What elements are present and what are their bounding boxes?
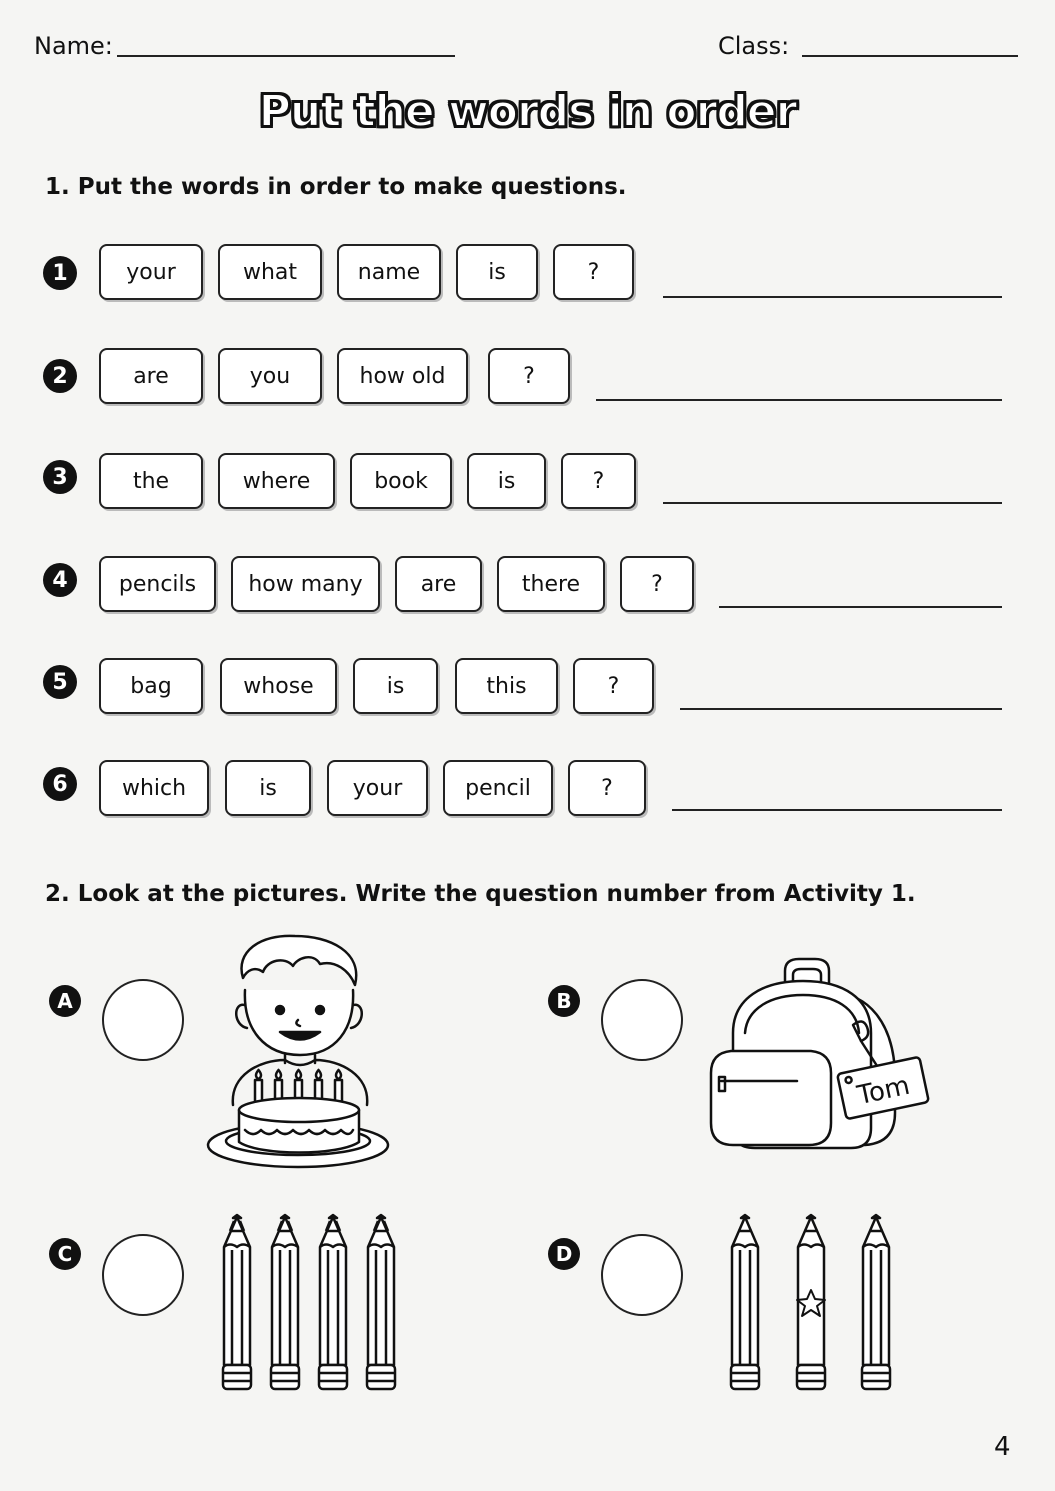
- answer-line[interactable]: [672, 809, 1002, 811]
- word-tile[interactable]: your: [99, 244, 203, 300]
- word-tile[interactable]: pencils: [99, 556, 216, 612]
- question-number-badge: 1: [43, 256, 77, 290]
- word-tile[interactable]: are: [99, 348, 203, 404]
- question-number-badge: 4: [43, 563, 77, 597]
- class-label: Class:: [718, 32, 790, 60]
- word-tile[interactable]: is: [225, 760, 311, 816]
- word-tile[interactable]: ?: [573, 658, 654, 714]
- activity1-instruction: 1. Put the words in order to make questions.: [45, 174, 627, 200]
- word-tile[interactable]: this: [455, 658, 558, 714]
- backpack-with-name-tag-image: [703, 953, 928, 1158]
- word-tile[interactable]: ?: [620, 556, 694, 612]
- answer-circle[interactable]: [102, 1234, 184, 1316]
- word-tile[interactable]: is: [353, 658, 438, 714]
- page-number: 4: [994, 1432, 1011, 1462]
- word-tile[interactable]: your: [327, 760, 428, 816]
- word-tile[interactable]: what: [218, 244, 322, 300]
- boy-with-birthday-cake-image: [205, 930, 395, 1175]
- answer-line[interactable]: [680, 708, 1002, 710]
- answer-circle[interactable]: [601, 979, 683, 1061]
- answer-circle[interactable]: [601, 1234, 683, 1316]
- name-field[interactable]: [117, 55, 455, 57]
- word-tile[interactable]: there: [497, 556, 605, 612]
- answer-circle[interactable]: [102, 979, 184, 1061]
- word-tile[interactable]: where: [218, 453, 335, 509]
- word-tile[interactable]: pencil: [443, 760, 553, 816]
- word-tile[interactable]: whose: [220, 658, 337, 714]
- word-tile[interactable]: ?: [488, 348, 570, 404]
- word-tile[interactable]: book: [350, 453, 452, 509]
- name-label: Name:: [34, 32, 113, 60]
- picture-letter-badge: D: [548, 1238, 580, 1270]
- word-tile[interactable]: bag: [99, 658, 203, 714]
- class-field[interactable]: [802, 55, 1018, 57]
- word-tile[interactable]: are: [395, 556, 482, 612]
- three-pencils-with-star-image: [728, 1215, 903, 1395]
- picture-letter-badge: B: [548, 985, 580, 1017]
- word-tile[interactable]: how old: [337, 348, 468, 404]
- word-tile[interactable]: is: [456, 244, 538, 300]
- answer-line[interactable]: [719, 606, 1002, 608]
- answer-line[interactable]: [663, 296, 1002, 298]
- four-pencils-image: [218, 1215, 403, 1395]
- word-tile[interactable]: how many: [231, 556, 380, 612]
- question-number-badge: 3: [43, 460, 77, 494]
- activity2-instruction: 2. Look at the pictures. Write the question number from Activity 1.: [45, 881, 916, 907]
- word-tile[interactable]: which: [99, 760, 209, 816]
- picture-letter-badge: C: [49, 1238, 81, 1270]
- word-tile[interactable]: ?: [561, 453, 636, 509]
- question-number-badge: 5: [43, 665, 77, 699]
- word-tile[interactable]: ?: [553, 244, 634, 300]
- name-tag-text: Tom: [854, 1070, 913, 1112]
- question-number-badge: 2: [43, 359, 77, 393]
- answer-line[interactable]: [663, 502, 1002, 504]
- word-tile[interactable]: is: [467, 453, 546, 509]
- picture-letter-badge: A: [49, 985, 81, 1017]
- question-number-badge: 6: [43, 767, 77, 801]
- word-tile[interactable]: ?: [568, 760, 646, 816]
- word-tile[interactable]: you: [218, 348, 322, 404]
- worksheet-title: Put the words in order: [258, 86, 797, 137]
- word-tile[interactable]: name: [337, 244, 441, 300]
- word-tile[interactable]: the: [99, 453, 203, 509]
- answer-line[interactable]: [596, 399, 1002, 401]
